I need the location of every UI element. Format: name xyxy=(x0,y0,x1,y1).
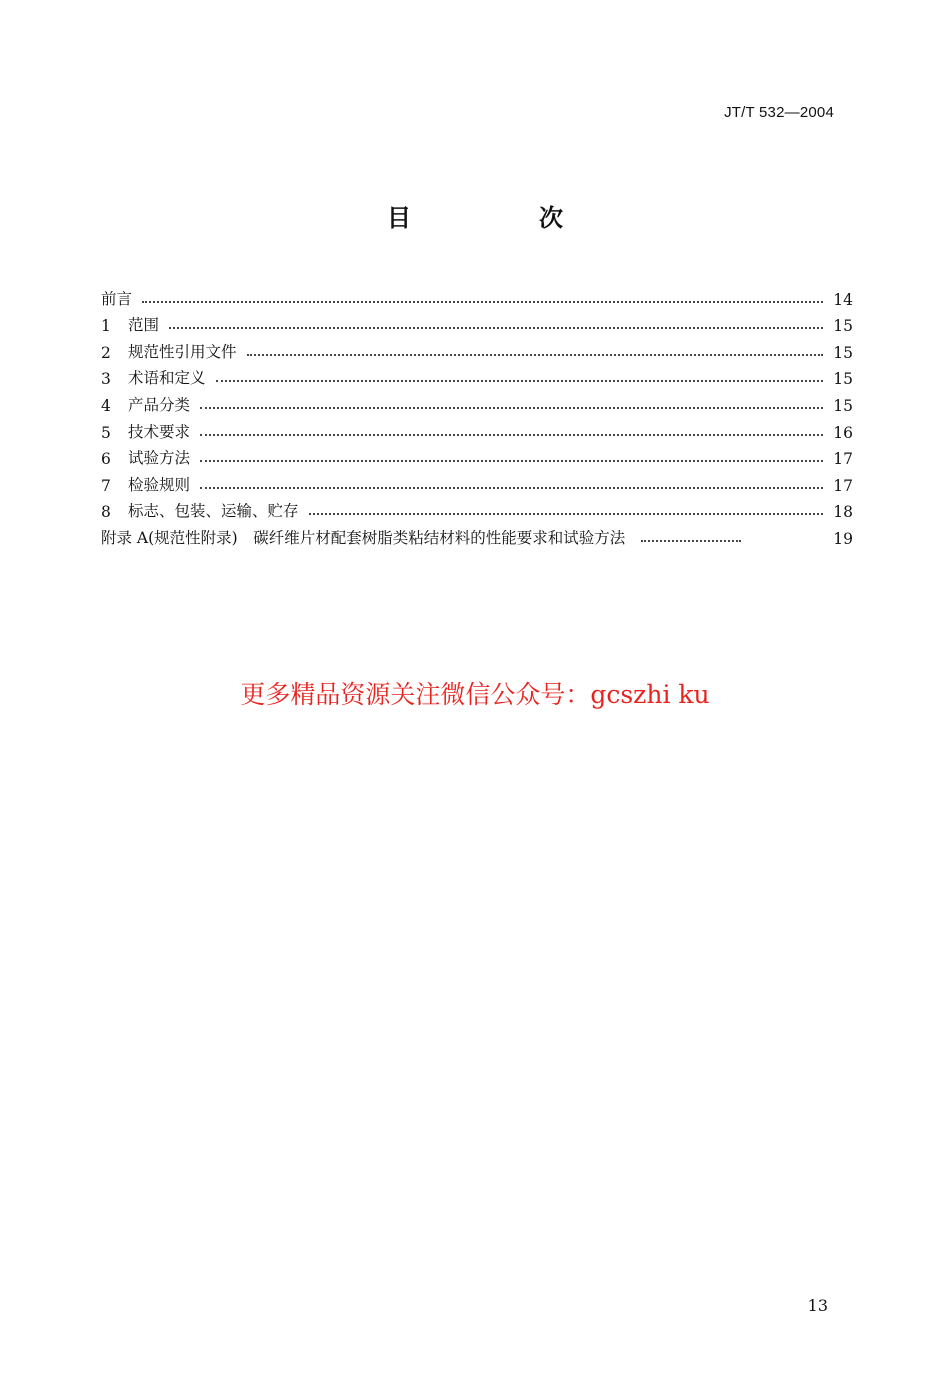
toc-leader-dots xyxy=(200,487,823,489)
page-number: 13 xyxy=(807,1296,828,1315)
toc-entry-label: 试验方法 xyxy=(128,449,191,468)
toc-entry-number: 3 xyxy=(101,370,111,389)
toc-entry-page: 14 xyxy=(833,290,853,309)
table-of-contents xyxy=(101,282,853,548)
toc-entry-label: 技术要求 xyxy=(128,422,191,441)
toc-entry-number: 5 xyxy=(101,423,111,442)
toc-entry-foreword[interactable] xyxy=(101,282,853,309)
toc-entry-number: 6 xyxy=(101,450,111,469)
toc-entry-7[interactable] xyxy=(101,468,853,495)
toc-entry-8[interactable] xyxy=(101,495,853,522)
toc-entry-label: 规范性引用文件 xyxy=(128,342,237,361)
toc-leader-dots xyxy=(142,301,823,303)
toc-entry-number: 1 xyxy=(101,317,111,336)
watermark-promo-text: 更多精品资源关注微信公众号：gcszhi ku xyxy=(240,680,710,709)
toc-entry-page: 15 xyxy=(833,396,853,415)
toc-leader-dots xyxy=(641,540,741,542)
toc-entry-label: 检验规则 xyxy=(128,475,191,494)
toc-entry-1[interactable] xyxy=(101,309,853,336)
toc-entry-page: 16 xyxy=(833,423,853,442)
toc-entry-5[interactable] xyxy=(101,415,853,442)
toc-entry-page: 15 xyxy=(833,317,853,336)
toc-leader-dots xyxy=(200,407,823,409)
toc-entry-number: 4 xyxy=(101,396,111,415)
toc-leader-dots xyxy=(309,513,823,515)
toc-entry-label: 标志、包装、运输、贮存 xyxy=(128,502,299,521)
toc-entry-2[interactable] xyxy=(101,335,853,362)
toc-entry-label: 附录 A(规范性附录) 碳纤维片材配套树脂类粘结材料的性能要求和试验方法 xyxy=(101,528,626,547)
toc-entry-3[interactable] xyxy=(101,362,853,389)
toc-entry-page: 15 xyxy=(833,370,853,389)
toc-entry-label: 术语和定义 xyxy=(128,369,206,388)
standard-code: JT/T 532—2004 xyxy=(724,104,834,121)
toc-entry-page: 15 xyxy=(833,343,853,362)
toc-entry-page: 17 xyxy=(833,450,853,469)
toc-entry-page: 18 xyxy=(833,503,853,522)
toc-entry-number: 2 xyxy=(101,343,111,362)
toc-leader-dots xyxy=(200,434,823,436)
toc-leader-dots xyxy=(247,354,823,356)
toc-entry-label: 产品分类 xyxy=(128,395,191,414)
toc-entry-page: 19 xyxy=(833,529,853,548)
toc-entry-label: 范围 xyxy=(128,316,160,335)
toc-entry-4[interactable] xyxy=(101,388,853,415)
toc-leader-dots xyxy=(200,460,823,462)
toc-leader-dots xyxy=(216,380,823,382)
toc-entry-number: 7 xyxy=(101,476,111,495)
toc-entry-page: 17 xyxy=(833,476,853,495)
toc-entry-6[interactable] xyxy=(101,442,853,469)
toc-entry-annex-a[interactable] xyxy=(101,521,853,548)
toc-entry-label: 前言 xyxy=(101,289,133,308)
toc-entry-number: 8 xyxy=(101,503,111,522)
toc-leader-dots xyxy=(169,327,823,329)
toc-title: 目 次 xyxy=(387,204,615,232)
